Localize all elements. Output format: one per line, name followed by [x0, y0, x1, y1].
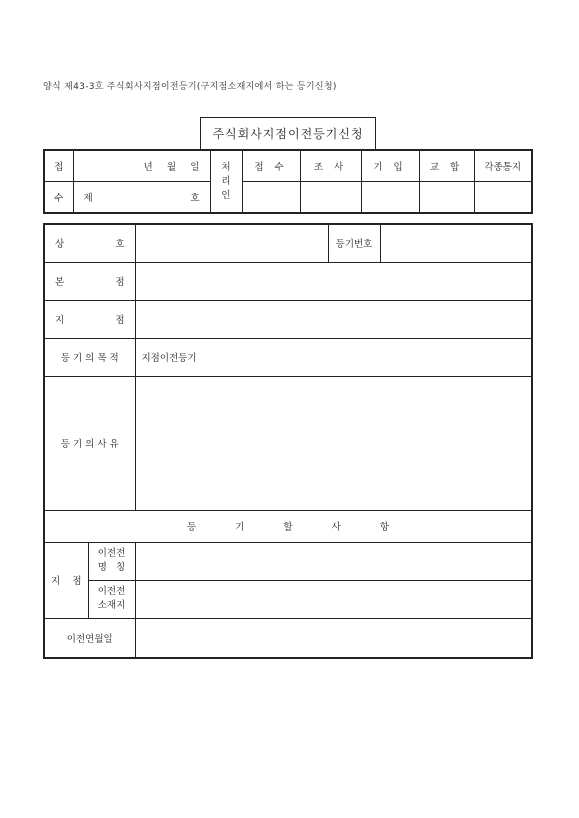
branch-section-char-2: 점	[72, 576, 82, 587]
branch-label	[44, 300, 135, 338]
cheori-char-3: 인	[221, 189, 231, 201]
col-check: 교 합	[419, 150, 474, 182]
receipt-stamp-cell[interactable]	[242, 182, 300, 214]
head-office-label	[44, 262, 135, 300]
registration-number-label: 등기번호	[328, 224, 380, 262]
receipt-su-label: 수	[44, 182, 73, 214]
cheori-char-1: 처	[221, 161, 231, 173]
form-number-label: 양식 제43-3호 주식회사지점이전등기(구지점소재지에서 하는 등기신청)	[43, 82, 337, 92]
before-name-line-2: 명 칭	[97, 562, 126, 573]
matters-char-5: 항	[379, 522, 389, 533]
moved-date-field[interactable]	[135, 618, 532, 658]
col-notice: 각종통지	[474, 150, 532, 182]
reason-field[interactable]	[135, 376, 532, 510]
purpose-value[interactable]: 지점이전등기	[135, 338, 532, 376]
ho-label: 호	[190, 193, 200, 204]
branch-field[interactable]	[135, 300, 532, 338]
before-name-line-1: 이전전	[97, 548, 126, 559]
before-location-field[interactable]	[135, 580, 532, 618]
receipt-date-cell[interactable]	[73, 150, 210, 182]
jijeom-char-1: 지	[55, 315, 65, 326]
month-label: 월	[166, 162, 177, 173]
before-location-label	[88, 580, 135, 618]
bonjeom-char-1: 본	[55, 277, 65, 288]
matters-char-4: 사	[331, 522, 341, 533]
moved-date-label: 이전연월일	[44, 618, 135, 658]
company-name-field[interactable]	[135, 224, 328, 262]
review-stamp-cell[interactable]	[300, 182, 361, 214]
application-table	[43, 223, 533, 659]
year-label: 년	[143, 162, 153, 173]
entry-stamp-cell[interactable]	[361, 182, 419, 214]
sangho-char-2: 호	[115, 239, 125, 251]
before-location-line-1: 이전전	[97, 586, 126, 597]
branch-section-label	[44, 542, 88, 618]
branch-section-char-1: 지	[51, 576, 61, 587]
receipt-number-cell[interactable]	[73, 182, 210, 214]
cheori-char-2: 리	[221, 175, 231, 187]
jijeom-char-2: 점	[115, 315, 125, 326]
je-label: 제	[83, 193, 93, 204]
receipt-table	[43, 149, 533, 214]
col-review: 조 사	[300, 150, 361, 182]
matters-char-2: 기	[235, 522, 245, 533]
notice-stamp-cell[interactable]	[474, 182, 532, 214]
registration-number-field[interactable]	[380, 224, 532, 262]
before-location-line-2: 소재지	[97, 600, 126, 611]
before-name-field[interactable]	[135, 542, 532, 580]
registration-matters-header	[44, 510, 532, 542]
reason-label: 등 기 의 사 유	[44, 376, 135, 510]
col-receipt: 접 수	[242, 150, 300, 182]
day-label: 일	[190, 162, 200, 173]
bonjeom-char-2: 점	[115, 277, 125, 288]
company-name-label	[44, 224, 135, 262]
form-title: 주식회사지점이전등기신청	[200, 117, 376, 149]
head-office-field[interactable]	[135, 262, 532, 300]
processing-stamp-label	[210, 150, 242, 213]
receipt-jeop-label: 접	[44, 150, 73, 182]
sangho-char-1: 상	[55, 239, 65, 251]
col-entry: 기 입	[361, 150, 419, 182]
purpose-label: 등 기 의 목 적	[44, 338, 135, 376]
before-name-label	[88, 542, 135, 580]
check-stamp-cell[interactable]	[419, 182, 474, 214]
matters-char-1: 등	[187, 522, 197, 533]
matters-char-3: 할	[283, 522, 293, 533]
